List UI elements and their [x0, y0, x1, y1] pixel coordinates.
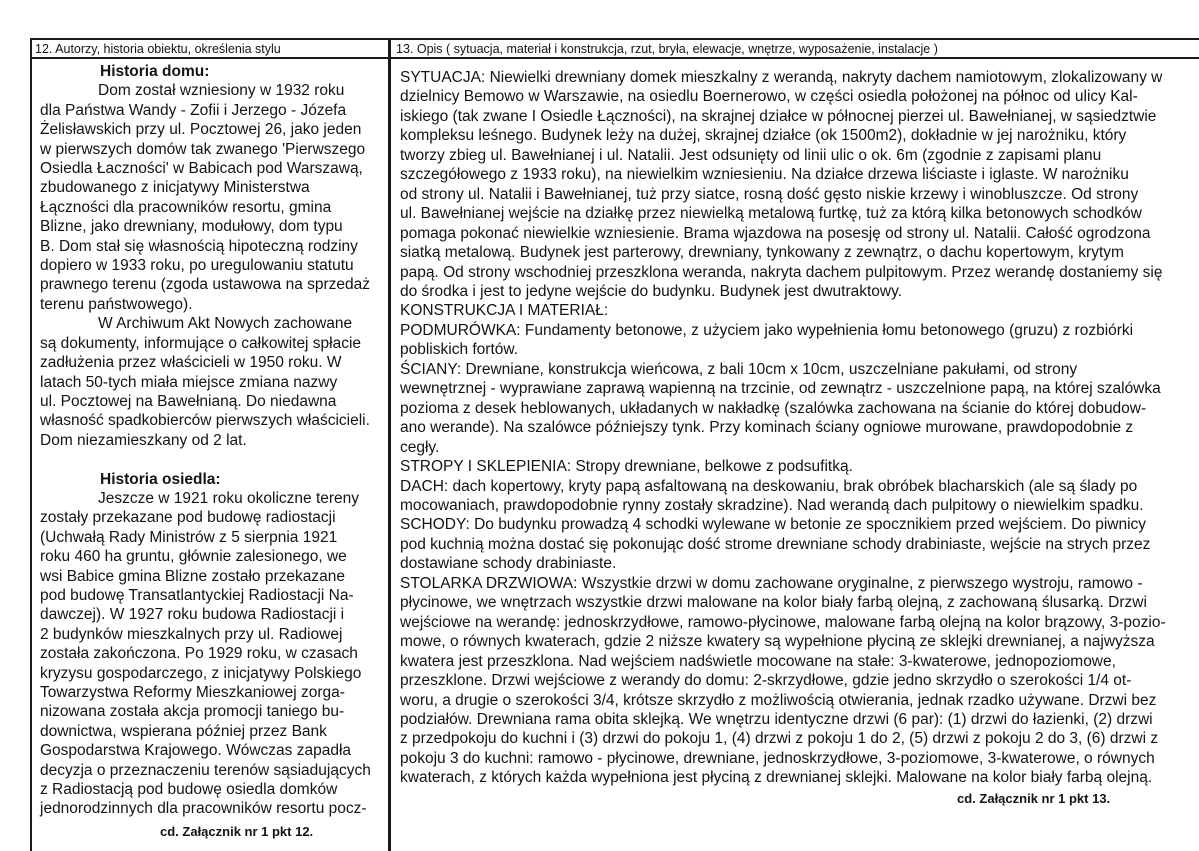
text-line: B. Dom stał się własnością hipoteczną rodziny	[40, 237, 358, 255]
text-line: przeszklone. Drzwi wejściowe z werandy do domu: 2-skrzydłowe, gdzie jedno skrzydło o szerokości 1/4 ot-	[400, 672, 1132, 690]
text-line: dla Państwa Wandy - Zofii i Jerzego - Józefa	[40, 101, 347, 119]
text-line: ul. Bawełnianej wejście na działkę przez niewielką metalową furtkę, tuż za którą kilka betonowych schodków	[400, 205, 1142, 223]
text-line: Towarzystwa Reformy Mieszkaniowej zorga-	[40, 683, 345, 701]
text-line: ano werande). Na szalówce późniejszy tynk. Przy kominach ściany ogniowe murowane, prawdopodobnie z	[400, 419, 1134, 437]
text-line: STOLARKA DRZWIOWA: Wszystkie drzwi w domu zachowane oryginalne, z pierwszego wystroju, ramowo -	[400, 574, 1143, 592]
text-line: latach 50-tych miała miejsce zmiana nazwy	[40, 373, 338, 391]
text-line: Dom został wzniesiony w 1932 roku	[98, 82, 345, 100]
text-line: pomaga pokonać niewielkie wzniesienie. Brama wjazdowa na posesję od strony ul. Natalii. Całość ogrodzona	[400, 224, 1151, 242]
text-line: dawczej). W 1927 roku budowa Radiostacji i	[40, 606, 345, 624]
text-line: z Radiostacją pod budowę osiedla domków	[40, 781, 338, 799]
text-line: SCHODY: Do budynku prowadzą 4 schodki wylewane w betonie ze spocznikiem przed wejściem. Do piwnicy	[400, 516, 1147, 534]
attachment-reference-13: cd. Załącznik nr 1 pkt 13.	[957, 790, 1111, 806]
text-line: downictwa, wspierana później przez Bank	[40, 722, 327, 740]
text-line: dzielnicy Bemowo w Warszawie, na osiedlu Boernerowo, w części osiedla położonej na północ od ulicy Kal-	[400, 88, 1138, 106]
text-line: kompleksu leśnego. Budynek leży na dużej, skrajnej działce (ok 1500m2), dokładnie w jej narożniku, który	[400, 127, 1127, 145]
text-line: W Archiwum Akt Nowych zachowane	[98, 315, 353, 333]
history-column	[40, 62, 382, 841]
text-line: dostawiane schody drabiniaste.	[400, 555, 617, 573]
text-line: zostały przekazane pod budowę radiostacji	[40, 509, 336, 527]
text-line: papą. Od strony wschodniej przeszklona weranda, nakryta dachem pulpitowym. Przez werandę dostaniemy się	[400, 263, 1163, 281]
section-12-header: 12. Autorzy, historia obiektu, określenia stylu	[35, 42, 281, 56]
text-line: są dokumenty, informujące o całkowitej spłacie	[40, 334, 362, 352]
text-line: kwatera jest przeszklona. Nad wejściem nadświetle mocowane na stałe: 3-kwaterowe, jednopoziomowe,	[400, 652, 1116, 670]
text-line: dopiero w 1933 roku, po uregulowaniu statutu	[40, 257, 354, 275]
text-line: Łączności dla pracowników resortu, gmina	[40, 198, 332, 216]
section-13-header: 13. Opis ( sytuacja, materiał i konstrukcja, rzut, bryła, elewacje, wnętrze, wyposażenie, instalacje )	[396, 42, 938, 56]
estate-history-text	[40, 489, 382, 819]
text-line: wewnętrznej - wyprawiane zaprawą wapienną na trzcinie, od zewnątrz - uszczelnione papą, na której szalówka	[400, 380, 1161, 398]
text-line: STROPY I SKLEPIENIA: Stropy drewniane, belkowe z podsufitką.	[400, 458, 853, 476]
text-line: podziałów. Drewniana rama obita sklejką. We wnętrzu identyczne drzwi (6 par): (1) drzwi do łazienki, (2) drzwi	[400, 710, 1153, 728]
text-line: roku 460 ha gruntu, głównie zalesionego, we	[40, 548, 347, 566]
text-line: w pierwszych domów tak zwanego 'Pierwszego	[40, 140, 366, 158]
text-line: z przedpokoju do kuchni i (3) drzwi do pokoju 1, (4) drzwi z pokoju 1 do 2, (5) drzwi z pokoju 2 do 3, (6) drzwi z	[400, 730, 1159, 748]
text-line: od strony ul. Natalii i Bawełnianej, tuż przy siatce, rosną dość gęsto niskie krzewy i winobluszcze. Od strony	[400, 185, 1139, 203]
text-line: została zakończona. Po 1929 roku, w czasach	[40, 645, 358, 663]
text-line: Żelisławskich przy ul. Pocztowej 26, jako jeden	[40, 121, 362, 139]
text-line: Jeszcze w 1921 roku okoliczne tereny	[98, 489, 360, 507]
text-line: ŚCIANY: Drewniane, konstrukcja wieńcowa, z bali 10cm x 10cm, uszczelniane pakułami, od strony	[400, 360, 1078, 378]
frame-top-line	[30, 38, 1199, 40]
text-line: kwaterach, z których każda wypełniona jest płyciną z drewnianej sklejki. Malowane na kolor biały farbą olejną.	[400, 769, 1153, 787]
text-line: Gospodarstwa Krajowego. Wówczas zapadła	[40, 742, 352, 760]
text-line: cegły.	[400, 438, 440, 456]
text-line: pobliskich fortów.	[400, 341, 519, 359]
text-line: SYTUACJA: Niewielki drewniany domek mieszkalny z werandą, nakryty dachem namiotowym, zlokalizowany w	[400, 69, 1163, 86]
description-text	[400, 68, 1196, 788]
text-line: kryzysu gospodarczego, z inicjatywy Polskiego	[40, 664, 362, 682]
text-line: nizowana została akcja promocji taniego bu-	[40, 703, 345, 721]
description-column	[400, 68, 1196, 808]
house-history-title: Historia domu:	[100, 63, 210, 80]
text-line: wsi Babice gmina Blizne zostało przekazane	[40, 567, 345, 585]
text-line: zbudowanego z inicjatywy Ministerstwa	[40, 179, 310, 197]
section-gap	[40, 450, 382, 469]
text-line: 2 budynków mieszkalnych przy ul. Radiowej	[40, 625, 343, 643]
text-line: pokoju 3 do kuchni: ramowo - płycinowe, drewniane, jednoskrzydłowe, 3-poziomowe, 3-kwaterowe, o równych	[400, 749, 1155, 767]
text-line: zadłużenia przez właścicieli w 1950 roku. W	[40, 354, 342, 372]
text-line: DACH: dach kopertowy, kryty papą asfaltowaną na deskowaniu, brak obróbek blacharskich (ale są ślady po	[400, 477, 1138, 495]
text-line: płycinowe, we wnętrzach wszystkie drzwi malowane na kolor biały farbą olejną, z zachowaną ślusarką. Drzwi	[400, 594, 1147, 612]
text-line: do środka i jest to jedyne wejście do budynku. Budynek jest dwutraktowy.	[400, 282, 903, 300]
text-line: ul. Pocztowej na Bawełnianą. Do niedawna	[40, 392, 337, 410]
attachment-reference-12: cd. Załącznik nr 1 pkt 12.	[160, 823, 314, 839]
text-line: mowe, o równych kwaterach, gdzie 2 niższe kwatery są wypełnione płyciną ze sklejki drewnianej, a najwyższa	[400, 633, 1155, 651]
text-line: pozioma z desek heblowanych, układanych w nakładkę (szalówka zachowana na ścianie do której dobudow-	[400, 399, 1147, 417]
text-line: woru, a drugie o szerokości 3/4, krótsze skrzydło z możliwością otwierania, jednak rzadko używane. Drzwi bez	[400, 691, 1157, 709]
text-line: jednorodzinnych dla pracowników resortu pocz-	[40, 800, 367, 818]
column-divider	[388, 38, 391, 851]
text-line: szczegółowego z 1933 roku), na niewielkim wzniesieniu. Na działce drzewa liściaste i iglaste. W narożniku	[400, 166, 1129, 184]
text-line: Osiedla Łaczności' w Babicach pod Warszawą,	[40, 160, 363, 178]
text-line: prawnego terenu (zgoda ustawowa na sprzedaż	[40, 276, 371, 294]
text-line: KONSTRUKCJA I MATERIAŁ:	[400, 302, 609, 320]
header-underline	[30, 57, 1199, 59]
frame-left-line	[30, 38, 32, 851]
text-line: decyzja o przeznaczeniu terenów sąsiadujących	[40, 761, 371, 779]
text-line: Dom niezamieszkany od 2 lat.	[40, 431, 247, 449]
text-line: pod kuchnią można dostać się pokonując dość strome drewniane schody drabiniaste, wejście na strych przez	[400, 535, 1151, 553]
text-line: pod budowę Transatlantyckiej Radiostacji Na-	[40, 586, 354, 604]
text-line: PODMURÓWKA: Fundamenty betonowe, z użyciem jako wypełnienia łomu betonowego (gruzu) z rozbiórki	[400, 321, 1134, 339]
text-line: wejściowe na werandę: jednoskrzydłowe, ramowo-płycinowe, malowane farbą olejną na kolor brązowy, 3-pozio-	[400, 613, 1166, 631]
house-history-text	[40, 81, 382, 450]
text-line: mocowaniach, prawdopodobnie rynny zostały skradzine). Nad werandą dach pulpitowy o niewielkim spadku.	[400, 496, 1144, 514]
text-line: siatką metalową. Budynek jest parterowy, drewniany, tynkowany z zewnątrz, o dachu kopertowym, krytym	[400, 244, 1124, 262]
estate-history-title: Historia osiedla:	[100, 470, 221, 488]
text-line: terenu państwowego).	[40, 295, 193, 313]
text-line: własność spadkobierców pierwszych właścicieli.	[40, 412, 370, 430]
text-line: iskiego (tak zwane I Osiedle Łączności), na skrajnej działce w północnej pierzei ul. Bawełnianej, w sąsiedztwie	[400, 107, 1157, 125]
text-line: (Uchwałą Rady Ministrów z 5 sierpnia 1921	[40, 528, 338, 546]
text-line: Blizne, jako drewniany, modułowy, dom typu	[40, 218, 343, 236]
text-line: tworzy zbieg ul. Bawełnianej i ul. Natalii. Jest odsunięty od linii ulic o ok. 6m (zgodnie z zapisami planu	[400, 146, 1102, 164]
